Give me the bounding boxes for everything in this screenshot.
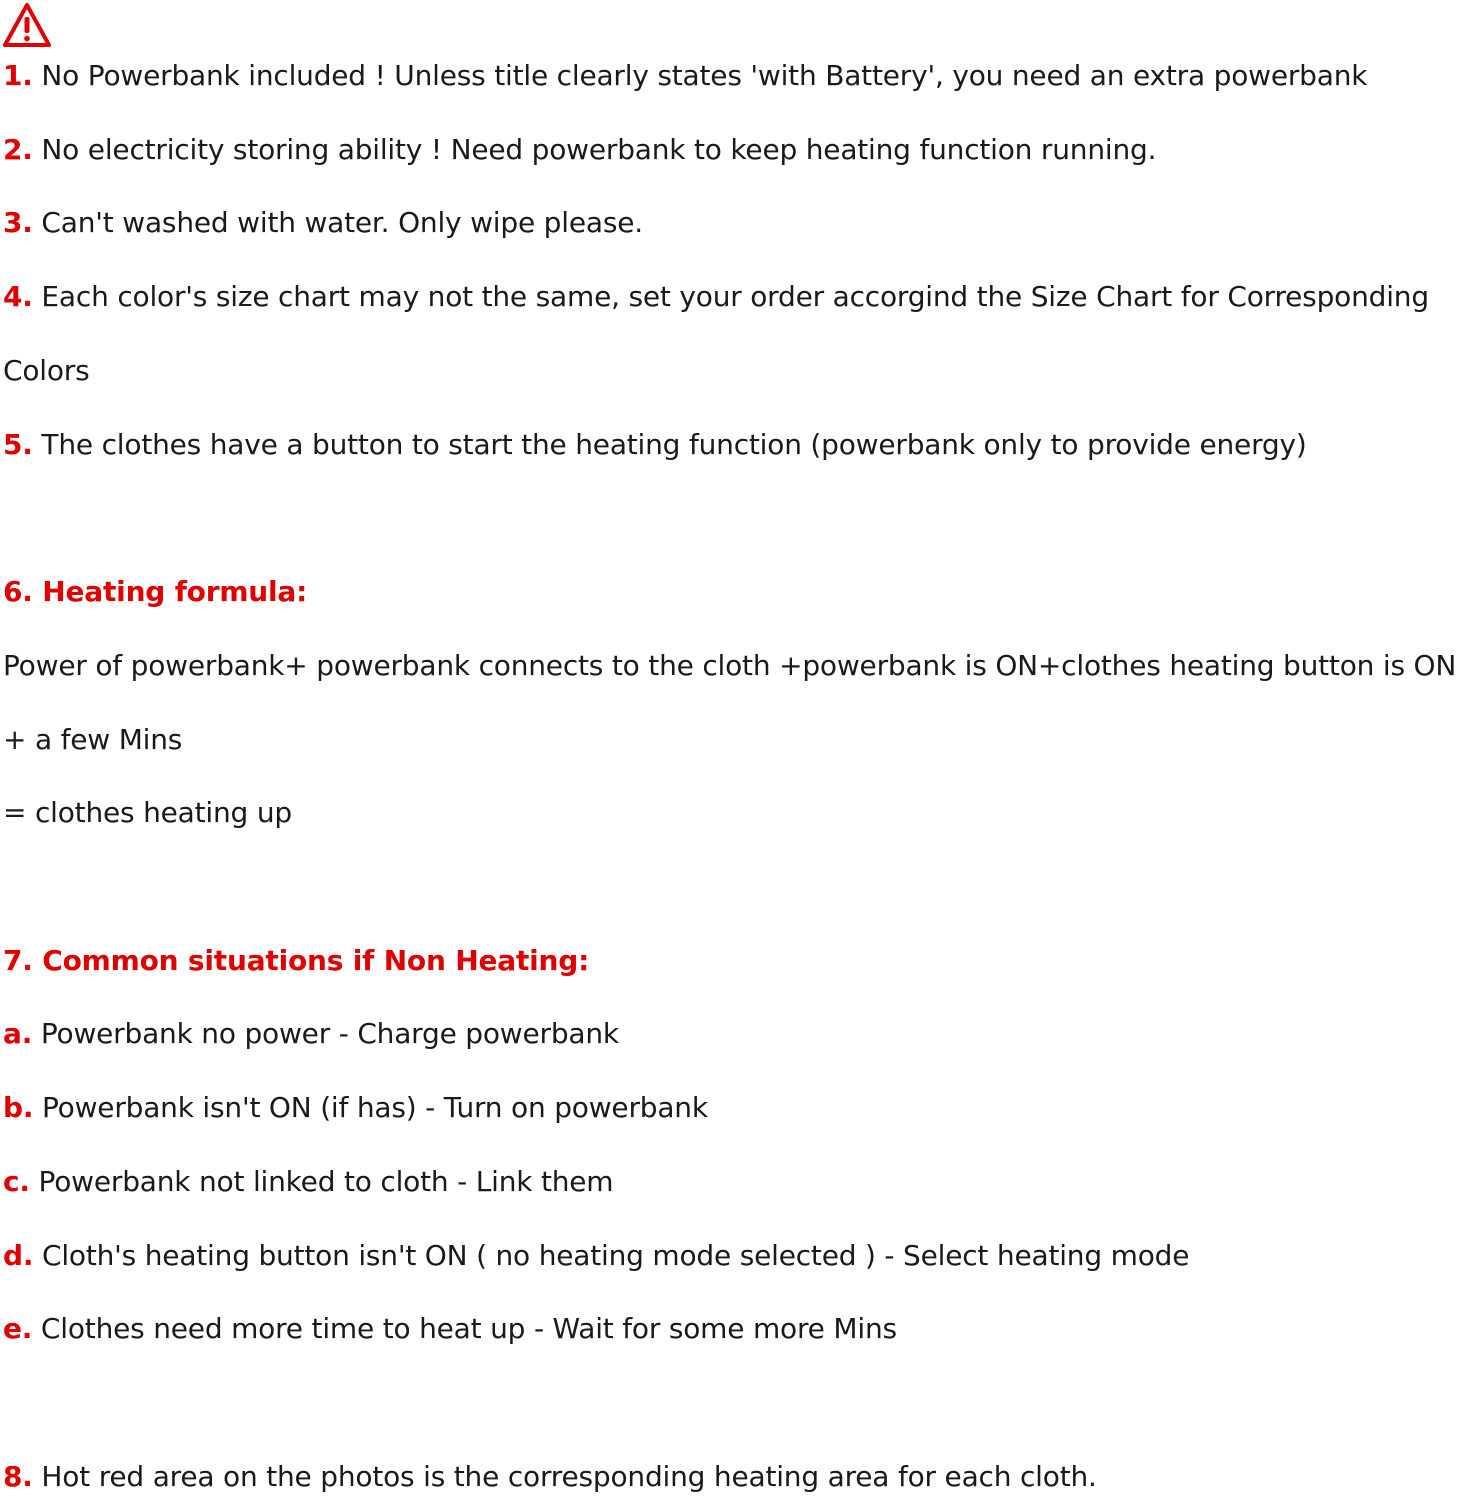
notice-item-2 [3,132,1156,168]
final-note [3,1459,1097,1495]
item-text: Hot red area on the photos is the corresponding heating area for each cloth. [32,1460,1097,1493]
item-number: 3. [3,206,33,239]
notice-item-3 [3,205,643,241]
item-number: 2. [3,133,33,166]
item-number: 1. [3,59,33,92]
heating-formula-line-2: + a few Mins [3,723,183,756]
item-letter: c. [3,1165,30,1198]
item-number: 5. [3,428,33,461]
item-number: 4. [3,280,33,313]
item-text: Clothes need more time to heat up - Wait for some more Mins [32,1312,897,1345]
notice-item-5 [3,427,1307,463]
warning-icon [2,2,52,48]
item-text: Powerbank isn't ON (if has) - Turn on powerbank [33,1091,708,1124]
item-text: Each color's size chart may not the same, set your order accorgind the Size Chart for Corresponding [32,280,1429,313]
item-letter: e. [3,1312,33,1345]
item-text: The clothes have a button to start the heating function (powerbank only to provide energy) [32,428,1307,461]
notice-item-4-continued [3,353,90,389]
notice-item-4 [3,279,1429,315]
item-text: Colors [3,354,90,387]
item-text: Powerbank no power - Charge powerbank [32,1017,619,1050]
item-text: Powerbank not linked to cloth - Link them [29,1165,614,1198]
notice-item-1 [3,58,1367,94]
non-heating-item-e [3,1311,897,1347]
item-number: 8. [3,1460,33,1493]
item-text: Cloth's heating button isn't ON ( no heating mode selected ) - Select heating mode [33,1239,1190,1272]
non-heating-item-d [3,1238,1189,1274]
non-heating-item-c [3,1164,613,1200]
item-letter: d. [3,1239,34,1272]
non-heating-item-a [3,1016,619,1052]
heating-formula-line-1: Power of powerbank+ powerbank connects to the cloth +powerbank is ON+clothes heating button is ON [3,649,1457,682]
non-heating-heading: 7. Common situations if Non Heating: [3,944,590,977]
item-text: Can't washed with water. Only wipe please. [32,206,643,239]
non-heating-item-b [3,1090,708,1126]
item-letter: a. [3,1017,33,1050]
item-letter: b. [3,1091,34,1124]
heating-formula-line-3: = clothes heating up [3,796,292,829]
item-text: No electricity storing ability ! Need powerbank to keep heating function running. [32,133,1157,166]
heating-formula-heading: 6. Heating formula: [3,575,308,608]
item-text: No Powerbank included ! Unless title clearly states 'with Battery', you need an extra powerbank [32,59,1368,92]
